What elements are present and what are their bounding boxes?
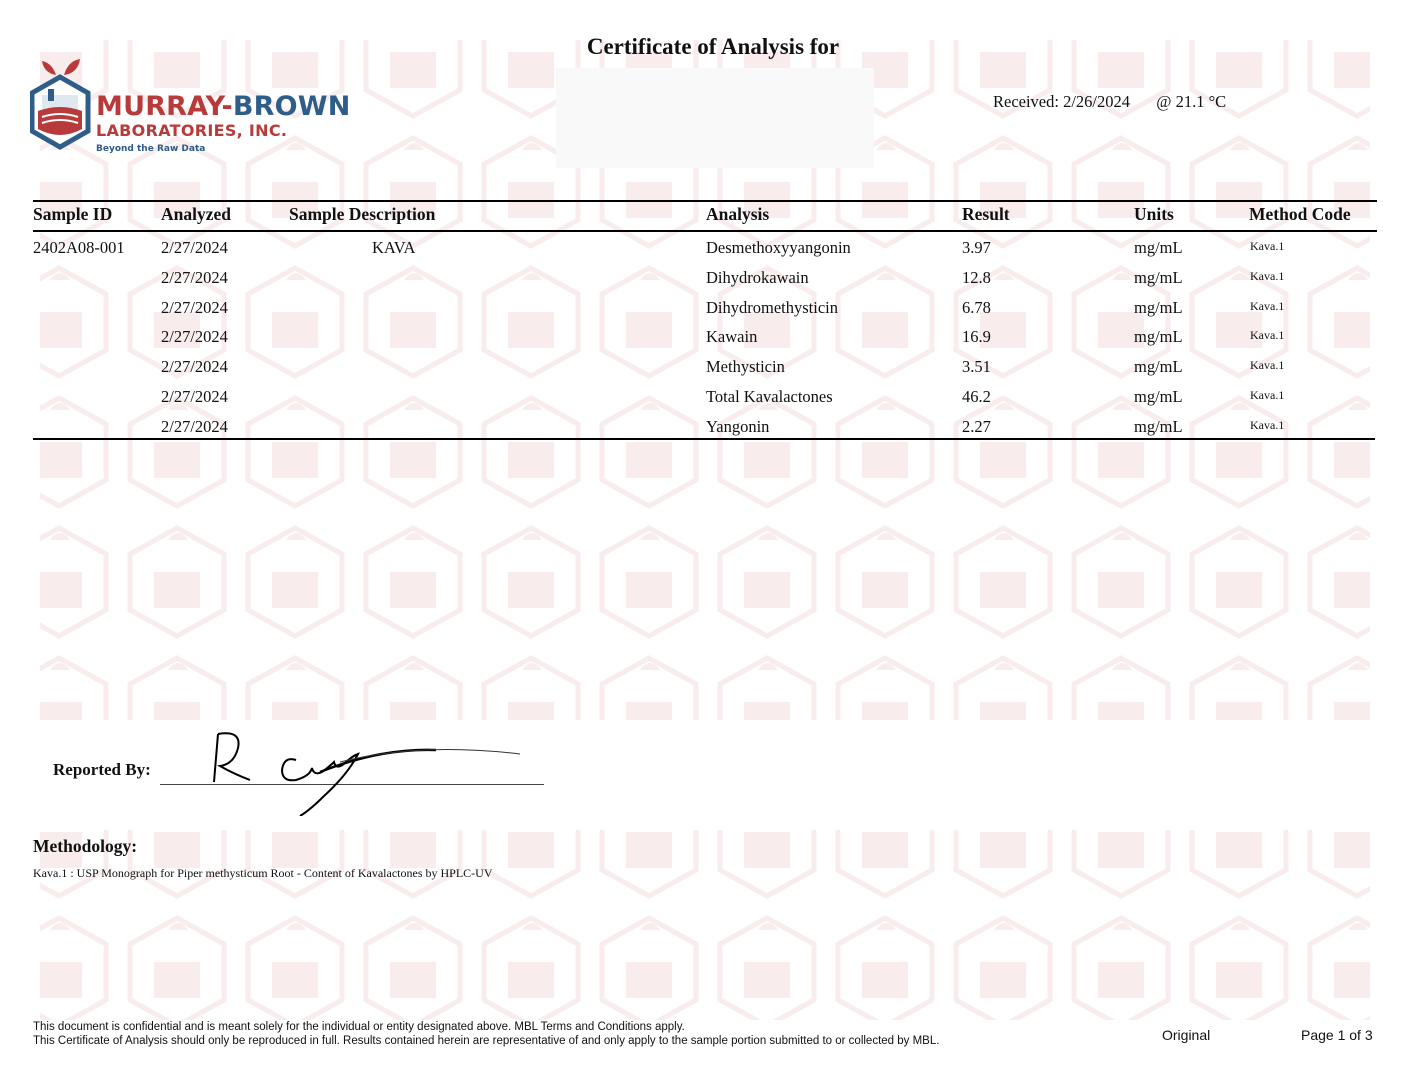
cell-units: mg/mL: [1134, 238, 1183, 257]
handwritten-signature: [200, 726, 530, 816]
footer-reproduction-note: This Certificate of Analysis should only be reproduced in full. Results contained herein are representative of and only apply to the sample portion submitted to or collected by MBL.: [33, 1035, 940, 1047]
received-temperature: @ 21.1 °C: [1156, 92, 1227, 111]
cell-analyzed: 2/27/2024: [161, 416, 228, 436]
cell-units: mg/mL: [1134, 267, 1183, 287]
cell-analysis: Desmethoxyyangonin: [706, 238, 851, 257]
column-header-sample-description: Sample Description: [289, 204, 436, 224]
cell-units: mg/mL: [1134, 357, 1183, 377]
document-status: Original: [1162, 1027, 1211, 1043]
logo-emblem-icon: [30, 55, 96, 155]
cell-analyzed: 2/27/2024: [161, 297, 228, 317]
methodology-line: Kava.1 : USP Monograph for Piper methysticum Root - Content of Kavalactones by HPLC-UV: [33, 866, 493, 880]
column-header-method-code: Method Code: [1249, 204, 1351, 224]
cell-result: 16.9: [962, 327, 991, 347]
cell-method-code: Kava.1: [1250, 358, 1285, 373]
column-header-analysis: Analysis: [706, 204, 770, 224]
cell-method-code: Kava.1: [1250, 328, 1285, 343]
column-header-analyzed: Analyzed: [161, 204, 231, 224]
logo-wordmark: MURRAY-BROWN: [96, 91, 351, 122]
table-header-rule: [33, 230, 1377, 232]
logo-tagline: Beyond the Raw Data: [96, 144, 206, 154]
cell-analysis: Kawain: [706, 327, 758, 347]
cell-analysis: Dihydromethysticin: [706, 297, 838, 317]
cell-analysis: Total Kavalactones: [706, 387, 833, 406]
cell-analyzed: 2/27/2024: [161, 327, 228, 347]
table-bottom-rule: [33, 438, 1375, 440]
page-number: Page 1 of 3: [1301, 1027, 1373, 1043]
cell-sample-id: 2402A08-001: [33, 238, 125, 257]
column-header-units: Units: [1134, 204, 1174, 224]
cell-analyzed: 2/27/2024: [161, 238, 228, 257]
cell-analyzed: 2/27/2024: [161, 357, 228, 377]
cell-method-code: Kava.1: [1250, 268, 1285, 283]
cell-sample-description: KAVA: [372, 238, 416, 257]
cell-units: mg/mL: [1134, 297, 1183, 317]
received-date: 2/26/2024: [1063, 92, 1131, 111]
cell-method-code: Kava.1: [1250, 298, 1285, 313]
column-header-sample-id: Sample ID: [33, 204, 113, 224]
cell-result: 3.97: [962, 238, 991, 257]
table-top-rule: [33, 200, 1377, 202]
cell-method-code: Kava.1: [1250, 388, 1285, 402]
cell-units: mg/mL: [1134, 327, 1183, 347]
cell-analysis: Methysticin: [706, 357, 785, 377]
reported-by-label: Reported By:: [53, 760, 151, 779]
logo-subline: LABORATORIES, INC.: [96, 121, 288, 140]
cell-analysis: Dihydrokawain: [706, 267, 809, 287]
company-logo: [30, 55, 360, 165]
cell-units: mg/mL: [1134, 387, 1183, 406]
cell-method-code: Kava.1: [1250, 239, 1285, 253]
cell-units: mg/mL: [1134, 416, 1183, 436]
footer-confidential-note: This document is confidential and is meant solely for the individual or entity designated above. MBL Terms and Conditions apply.: [33, 1021, 685, 1033]
column-header-result: Result: [962, 204, 1010, 224]
cell-result: 2.27: [962, 416, 991, 436]
cell-result: 6.78: [962, 297, 991, 317]
cell-analysis: Yangonin: [706, 416, 770, 436]
received-info: [993, 92, 1226, 112]
document-title: Certificate of Analysis for: [586, 34, 840, 59]
redacted-client-block: [556, 68, 874, 168]
methodology-title: Methodology:: [33, 836, 138, 856]
received-label: Received:: [993, 92, 1059, 111]
cell-result: 3.51: [962, 357, 991, 377]
cell-analyzed: 2/27/2024: [161, 387, 228, 406]
cell-result: 46.2: [962, 387, 991, 406]
cell-result: 12.8: [962, 267, 991, 287]
cell-method-code: Kava.1: [1250, 417, 1285, 432]
cell-analyzed: 2/27/2024: [161, 267, 228, 287]
